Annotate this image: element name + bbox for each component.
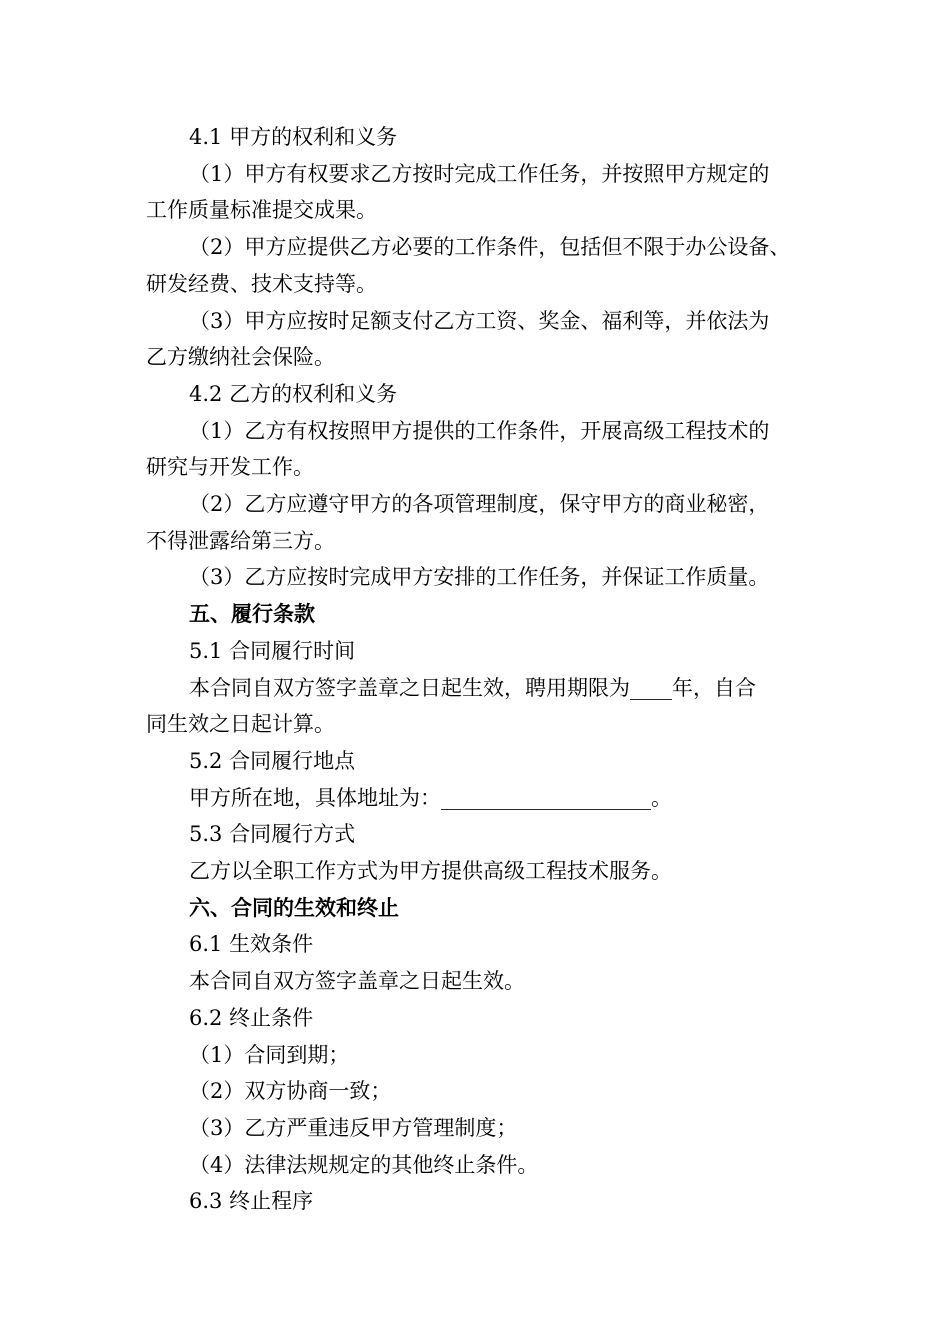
- text-line: 本合同自双方签字盖章之日起生效。: [189, 969, 525, 993]
- text-line: 研究与开发工作。: [146, 455, 314, 479]
- section-heading: 六、合同的生效和终止: [189, 895, 399, 920]
- text-line: （1）乙方有权按照甲方提供的工作条件，开展高级工程技术的: [189, 419, 770, 443]
- text-line: 不得泄露给第三方。: [146, 529, 335, 553]
- text-line: 6.3 终止程序: [189, 1189, 314, 1213]
- text-line: （1）甲方有权要求乙方按时完成工作任务，并按照甲方规定的: [189, 162, 770, 186]
- text-line: （3）乙方应按时完成甲方安排的工作任务，并保证工作质量。: [189, 565, 770, 589]
- text-line: 本合同自双方签字盖章之日起生效，聘用期限为____年，自合: [189, 676, 756, 700]
- text-line: 乙方缴纳社会保险。: [146, 345, 335, 369]
- text-line: （4）法律法规规定的其他终止条件。: [189, 1153, 539, 1177]
- text-line: 6.1 生效条件: [189, 932, 314, 956]
- text-line: 4.2 乙方的权利和义务: [189, 382, 398, 406]
- section-heading: 五、履行条款: [189, 601, 315, 626]
- text-line: 5.1 合同履行时间: [189, 639, 356, 663]
- text-line: （2）乙方应遵守甲方的各项管理制度，保守甲方的商业秘密，: [189, 492, 770, 516]
- text-line: 工作质量标准提交成果。: [146, 198, 377, 222]
- text-line: 6.2 终止条件: [189, 1006, 314, 1030]
- text-line: （2）双方协商一致；: [189, 1079, 392, 1103]
- text-line: 研发经费、技术支持等。: [146, 272, 377, 296]
- text-line: （3）甲方应按时足额支付乙方工资、奖金、福利等，并依法为: [189, 309, 770, 333]
- text-line: （1）合同到期；: [189, 1043, 350, 1067]
- text-line: （2）甲方应提供乙方必要的工作条件，包括但不限于办公设备、: [189, 235, 791, 259]
- text-line: （3）乙方严重违反甲方管理制度；: [189, 1116, 518, 1140]
- text-line: 4.1 甲方的权利和义务: [189, 125, 398, 149]
- text-line: 5.2 合同履行地点: [189, 749, 356, 773]
- text-line: 乙方以全职工作方式为甲方提供高级工程技术服务。: [189, 859, 672, 883]
- text-line: 5.3 合同履行方式: [189, 822, 356, 846]
- text-line: 甲方所在地，具体地址为：____________________。: [189, 786, 672, 810]
- text-line: 同生效之日起计算。: [146, 712, 335, 736]
